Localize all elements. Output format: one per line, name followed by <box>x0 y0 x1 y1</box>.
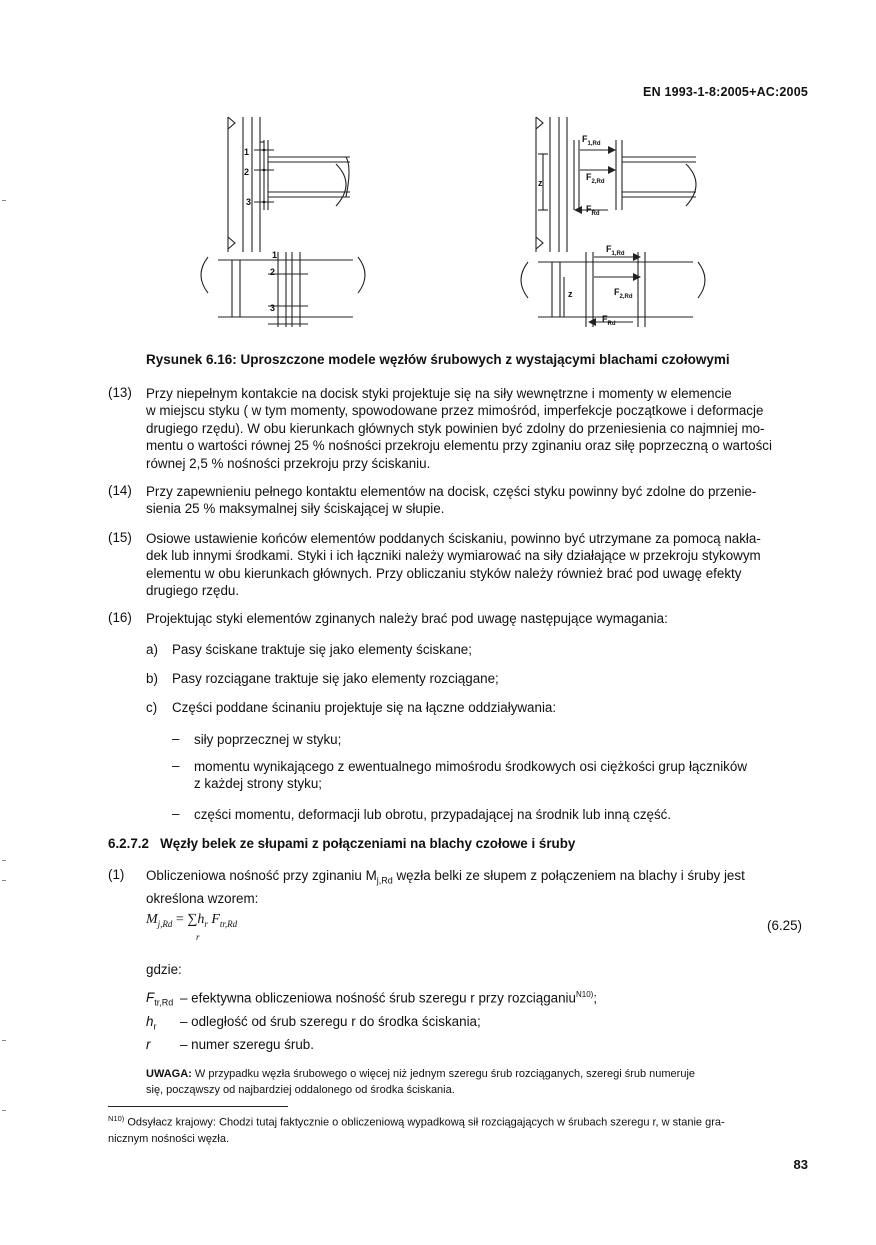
formula-sum-index: r <box>196 932 200 942</box>
plan-force-f1-label: $F_{1,Rd}$ <box>606 244 625 257</box>
section-title: Węzły belek ze słupami z połączeniami na blachy czołowe i śruby <box>160 836 576 851</box>
p1-line <box>146 867 808 890</box>
lever-arm-z-label: z <box>538 178 543 188</box>
plan-force-f2-label: $F_{2,Rd}$ <box>614 287 633 300</box>
list-item-text: Pasy rozciągane traktuje się jako elementy rozciągane; <box>172 671 499 686</box>
definition-text: – odległość od śrub szeregu r do środka ściskania; <box>180 1014 481 1029</box>
definition-symbol: $F_{tr,Rd}$ <box>146 990 174 1008</box>
plan-force-fc-label: $F_{Rd}$ <box>602 314 616 327</box>
p1-line: określona wzorem: <box>146 891 259 907</box>
bolt-row-2-label: 2 <box>244 167 250 177</box>
section-heading <box>108 836 575 851</box>
list-item-label: c) <box>146 700 158 715</box>
formula-lhs: M <box>146 912 158 927</box>
force-f1-label: $F_{1,Rd}$ <box>582 134 601 147</box>
p13-line: mentu o wartości równej 25 % nośności przekroju elementu przy zginaniu oraz siłę poprzeczną o wartości <box>146 438 772 454</box>
paragraph-13-number: (13) <box>108 385 132 400</box>
p15-line: Osiowe ustawienie końców elementów poddanych ściskaniu, powinno być utrzymane za pomocą nakła- <box>146 531 761 546</box>
plan-lever-arm-z-label: z <box>568 289 573 299</box>
standard-reference: EN 1993-1-8:2005+AC:2005 <box>643 85 808 99</box>
plan-row-2-label: 2 <box>270 267 276 277</box>
p15-line: drugiego rzędu. <box>146 583 240 599</box>
footnote-line <box>108 1111 808 1131</box>
formula-h-sub: r <box>204 918 208 929</box>
page-number: 83 <box>793 1157 808 1172</box>
margin-mark <box>2 200 6 201</box>
figure-6-16 <box>168 112 728 337</box>
list-item-text: Pasy ściskane traktuje się jako elementy ściskane; <box>172 642 472 657</box>
paragraph-16-number: (16) <box>108 610 132 625</box>
note <box>146 1066 808 1098</box>
definition-symbol: r <box>146 1037 151 1052</box>
dash-text <box>194 758 814 793</box>
paragraph-14 <box>146 483 808 518</box>
footnote-line: nicznym nośności węzła. <box>108 1132 230 1145</box>
dash-mark: – <box>172 731 180 746</box>
paragraph-14-number: (14) <box>108 483 132 498</box>
note-line <box>146 1066 808 1082</box>
paragraph-1 <box>146 867 808 907</box>
definition-symbol: $h_r$ <box>146 1014 157 1032</box>
paragraph-13 <box>146 385 808 472</box>
dash-text-line: z każdej strony styku; <box>194 776 323 792</box>
dash-mark: – <box>172 806 180 821</box>
margin-mark <box>2 880 6 881</box>
note-text: W przypadku węzła śrubowego o więcej niż jednym szeregu śrub rozciąganych, szeregi śrub numeruje <box>191 1068 696 1080</box>
plan-row-1-label: 1 <box>272 250 278 260</box>
formula-sum: = ∑ <box>172 912 198 927</box>
p14-line: Przy zapewnieniu pełnego kontaktu elementów na docisk, części styku powinny być zdolne do przenie- <box>146 484 757 499</box>
bolt-row-3-label: 3 <box>246 197 252 207</box>
paragraph-15 <box>146 530 808 600</box>
where-label: gdzie: <box>146 962 182 977</box>
force-f2-label: $F_{2,Rd}$ <box>586 172 605 185</box>
margin-mark <box>2 1040 6 1041</box>
margin-mark <box>2 860 6 861</box>
dash-text: części momentu, deformacji lub obrotu, przypadającej na środnik lub inną część. <box>194 807 672 822</box>
p13-line: drugiego rzędu). W obu kierunkach głównych styk powinien być zdolny do przeniesienia co najmniej mo- <box>146 420 765 436</box>
note-line: się, począwszy od najbardziej oddalonego od środka ściskania. <box>146 1084 455 1096</box>
list-item-label: b) <box>146 671 158 686</box>
equation-number: (6.25) <box>767 918 802 933</box>
note-label: UWAGA: <box>146 1068 192 1080</box>
bolt-row-1-label: 1 <box>244 147 250 157</box>
footnote-rule <box>108 1106 288 1107</box>
formula-f-sub: tr,Rd <box>219 918 238 929</box>
p13-line: Przy niepełnym kontakcie na docisk styki projektuje się na siły wewnętrzne i momenty w elemencie <box>146 386 732 401</box>
section-number: 6.2.7.2 <box>108 836 149 851</box>
p1-line1-end: węzła belki ze słupem z połączeniem na blachy i śruby jest <box>392 868 745 883</box>
force-fc-label: $F_{Rd}$ <box>586 204 600 217</box>
formula-lhs-sub: j,Rd <box>157 918 173 929</box>
joint-models-drawing <box>168 112 728 337</box>
list-item-text: Części poddane ścinaniu projektuje się na łączne oddziaływania: <box>172 700 557 715</box>
formula-f: F <box>211 912 220 927</box>
p13-line: w miejscu styku ( w tym momenty, spowodowane przez mimośród, imperfekcje początkowe i deformacje <box>146 403 764 419</box>
p13-line: równej 2,5 % nośności przekroju przy ściskaniu. <box>146 455 431 471</box>
paragraph-16: Projektując styki elementów zginanych należy brać pod uwagę następujące wymagania: <box>146 611 668 626</box>
footnote <box>108 1111 808 1147</box>
definition-text: – efektywna obliczeniowa nośność śrub szeregu r przy rozciąganiu$^{N10)}$; <box>180 990 598 1006</box>
p1-line1-text: Obliczeniowa nośność przy zginaniu M <box>146 868 377 883</box>
margin-mark <box>2 1110 6 1111</box>
footnote-mark: N10) <box>108 1114 125 1123</box>
formula-6-25 <box>146 912 238 942</box>
plan-row-3-label: 3 <box>270 303 276 313</box>
p14-line: sienia 25 % maksymalnej siły ściskającej w słupie. <box>146 501 445 517</box>
dash-text: siły poprzecznej w styku; <box>194 732 342 747</box>
figure-caption: Rysunek 6.16: Uproszczone modele węzłów śrubowych z wystającymi blachami czołowymi <box>146 352 730 367</box>
formula-h: h <box>197 912 205 927</box>
dash-text-line: momentu wynikającego z ewentualnego mimośrodu środkowych osi ciężkości grup łączników <box>194 759 747 774</box>
paragraph-1-number: (1) <box>108 867 125 882</box>
paragraph-15-number: (15) <box>108 530 132 545</box>
list-item-label: a) <box>146 642 158 657</box>
p15-line: dek lub innymi środkami. Styki i ich łączniki należy wymiarować na siły działające w przekroju stykowym <box>146 548 761 564</box>
p15-line: elementu w obu kierunkach głównych. Przy obliczaniu styków należy również brać pod uwagę efekty <box>146 565 742 581</box>
p1-line1-sub: j,Rd <box>376 875 393 886</box>
definition-text: – numer szeregu śrub. <box>180 1037 314 1052</box>
dash-mark: – <box>172 758 180 773</box>
footnote-text: Odsyłacz krajowy: Chodzi tutaj faktycznie o obliczeniową wypadkową sił rozciągających w śrubach szeregu r, w stanie gra- <box>124 1116 725 1129</box>
